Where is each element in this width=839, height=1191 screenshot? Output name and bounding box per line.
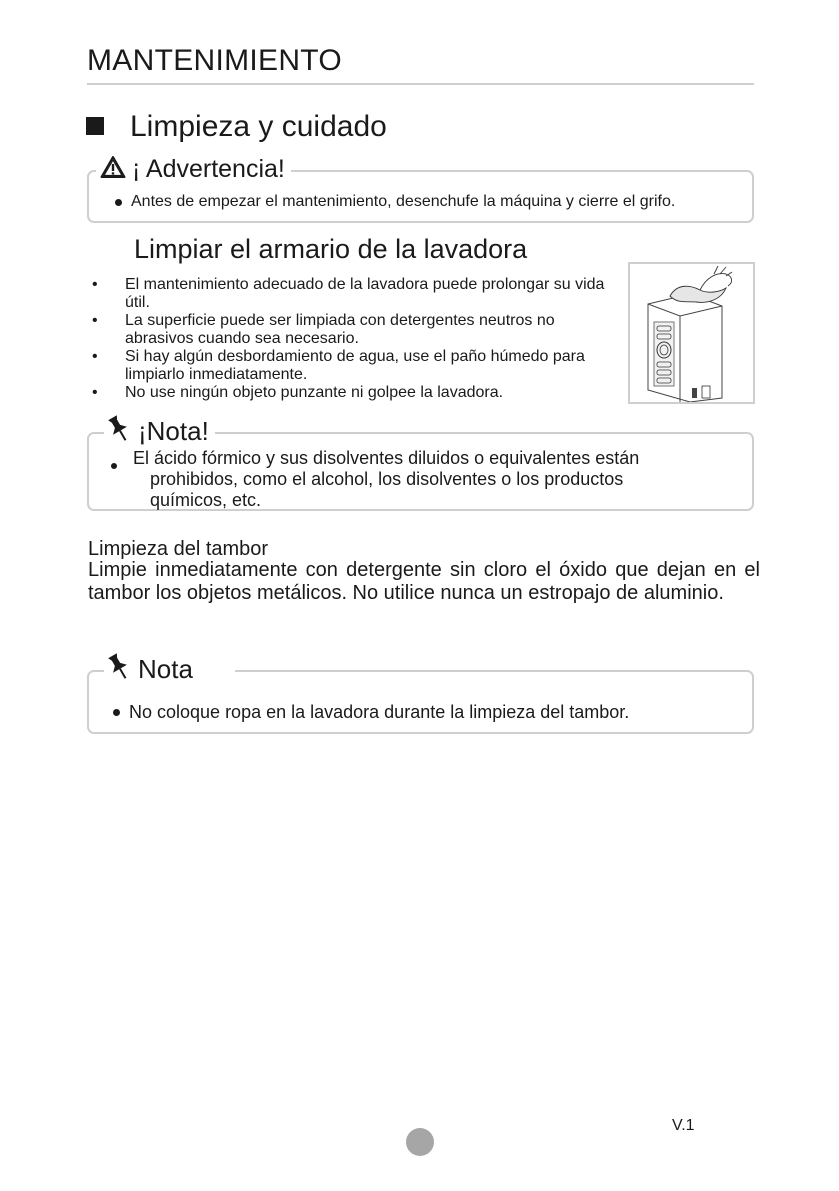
title-divider [87, 83, 754, 85]
cabinet-list [90, 276, 620, 402]
list-item: • La superficie puede ser limpiada con detergentes neutros no abrasivos cuando sea necesario. [90, 312, 620, 348]
warning-triangle-icon [100, 155, 126, 184]
washing-machine-illustration [628, 262, 755, 404]
note-line: prohibidos, como el alcohol, los disolventes o los productos [150, 469, 624, 489]
warning-item [115, 193, 675, 211]
pushpin-icon [108, 414, 130, 449]
list-item: • Si hay algún desbordamiento de agua, use el paño húmedo para limpiarlo inmediatamente. [90, 348, 620, 384]
note-item [113, 702, 629, 723]
page-marker [406, 1128, 434, 1156]
note-line: químicos, etc. [150, 490, 262, 510]
cabinet-title: Limpiar el armario de la lavadora [134, 234, 528, 264]
note-text [108, 448, 728, 511]
warning-legend [96, 155, 291, 184]
note-title: Nota [138, 654, 193, 684]
bullet-icon [113, 709, 120, 716]
section-square-icon [86, 117, 104, 135]
note-legend [104, 652, 235, 687]
section-title: Limpieza y cuidado [130, 110, 387, 143]
pushpin-icon [108, 652, 130, 687]
version-label: V.1 [672, 1117, 695, 1134]
warning-item-text: Antes de empezar el mantenimiento, desenchufe la máquina y cierre el grifo. [131, 193, 676, 210]
note-line: El ácido fórmico y sus disolventes diluidos o equivalentes están [133, 448, 640, 468]
note-title: ¡Nota! [138, 416, 209, 446]
page-title: MANTENIMIENTO [87, 44, 343, 77]
note-item-text: No coloque ropa en la lavadora durante la limpieza del tambor. [129, 702, 630, 722]
list-item: • El mantenimiento adecuado de la lavadora puede prolongar su vida útil. [90, 276, 620, 312]
note-legend [104, 414, 215, 449]
drum-text: Limpie inmediatamente con detergente sin cloro el óxido que dejan en el tambor los objetos metálicos. No utilice nunca un estropajo de aluminio. [88, 559, 760, 604]
list-item: • No use ningún objeto punzante ni golpee la lavadora. [90, 384, 620, 402]
bullet-icon [115, 199, 122, 206]
warning-title: ¡ Advertencia! [132, 155, 285, 183]
drum-title: Limpieza del tambor [88, 538, 269, 560]
